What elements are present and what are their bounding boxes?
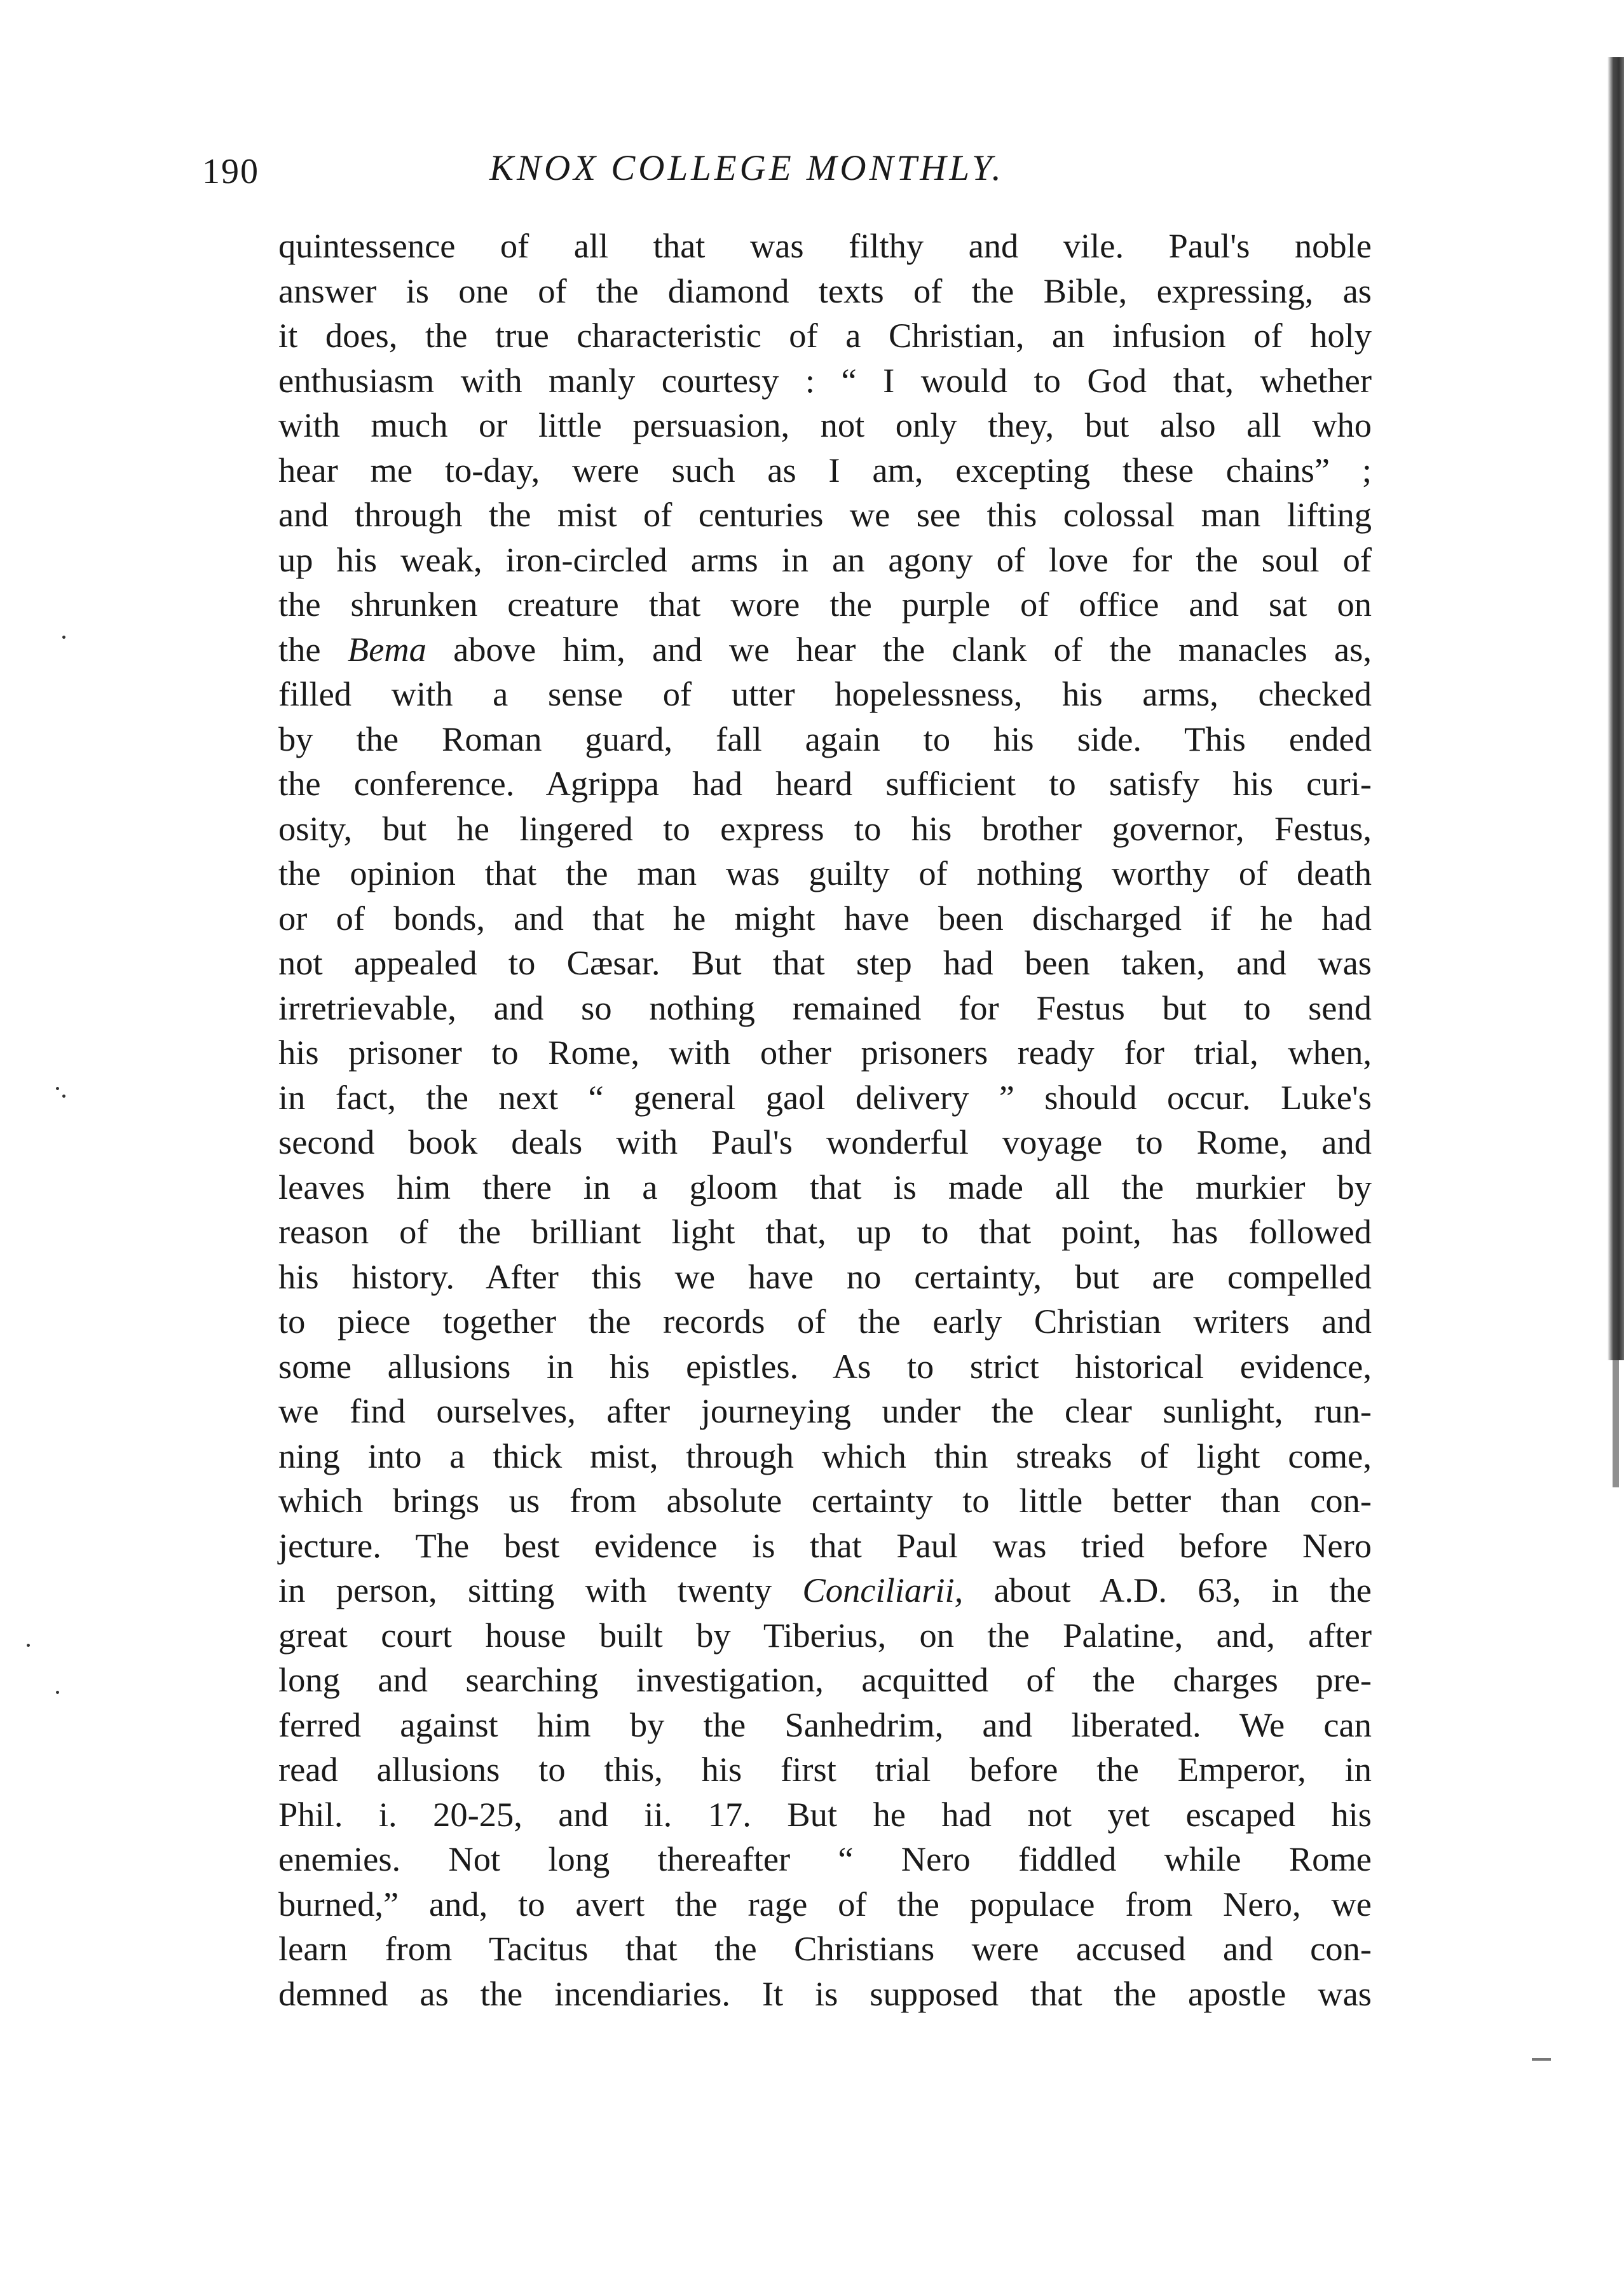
text-run: above him, and we hear the clank of the manacles as, (426, 629, 1372, 669)
text-line: irretrievable, and so nothing remained for Festus but to send (278, 988, 1372, 1027)
text-line: osity, but he lingered to express to his brother governor, Festus, (278, 809, 1372, 848)
text-line: great court house built by Tiberius, on the Palatine, and, after (278, 1615, 1372, 1655)
scan-edge-shadow (1607, 57, 1624, 1360)
text-line: enemies. Not long thereafter “ Nero fiddled while Rome (278, 1840, 1372, 1878)
scan-speck (62, 636, 65, 639)
text-line: enthusiasm with manly courtesy : “ I would to God that, whether (278, 360, 1372, 400)
text-line: it does, the true characteristic of a Christian, an infusion of holy (278, 316, 1372, 355)
text-line: the conference. Agrippa had heard sufficient to satisfy his curi- (278, 764, 1372, 803)
text-line: hear me to-day, were such as I am, excepting these chains” ; (278, 450, 1372, 489)
italic-term: Bema (347, 629, 426, 669)
text-line: Phil. i. 20-25, and ii. 17. But he had not yet escaped his (278, 1794, 1372, 1834)
body-text (278, 224, 1372, 2016)
text-run: in person, sitting with twenty (278, 1571, 803, 1609)
scan-speck (56, 1087, 59, 1090)
text-line: or of bonds, and that he might have been discharged if he had (278, 898, 1372, 938)
text-line: in fact, the next “ general gaol delivery ” should occur. Luke's (278, 1077, 1372, 1117)
text-line: answer is one of the diamond texts of the Bible, expressing, as (278, 271, 1372, 310)
text-line: filled with a sense of utter hopelessness, his arms, checked (278, 674, 1372, 713)
text-line: his history. After this we have no certainty, but are compelled (278, 1257, 1372, 1296)
text-line: demned as the incendiaries. It is supposed that the apostle was (278, 1974, 1372, 2013)
text-line: quintessence of all that was filthy and vile. Paul's noble (278, 226, 1372, 265)
text-line (278, 627, 1372, 672)
text-line: burned,” and, to avert the rage of the populace from Nero, we (278, 1884, 1372, 1923)
text-line: leaves him there in a gloom that is made all the murkier by (278, 1167, 1372, 1206)
scan-speck (62, 1095, 65, 1098)
text-line: reason of the brilliant light that, up to that point, has followed (278, 1212, 1372, 1251)
text-run: the (278, 629, 348, 669)
text-line: ferred against him by the Sanhedrim, and liberated. We can (278, 1705, 1372, 1744)
text-line: some allusions in his epistles. As to strict historical evidence, (278, 1346, 1372, 1386)
text-line: and through the mist of centuries we see this colossal man lifting (278, 495, 1372, 534)
scan-speck (56, 1691, 59, 1694)
scan-speck (27, 1644, 30, 1647)
page-number: 190 (202, 152, 259, 191)
text-line: the shrunken creature that wore the purple of office and sat on (278, 585, 1372, 624)
text-line: the opinion that the man was guilty of nothing worthy of death (278, 854, 1372, 892)
text-line: his prisoner to Rome, with other prisoners ready for trial, when, (278, 1033, 1372, 1072)
text-line: up his weak, iron-circled arms in an agony of love for the soul of (278, 540, 1372, 579)
text-line (278, 1568, 1372, 1613)
text-line: which brings us from absolute certainty to little better than con- (278, 1481, 1372, 1520)
scan-mark (1532, 2058, 1551, 2061)
italic-term: Conciliarii, (802, 1571, 964, 1609)
scan-edge-shadow-lower (1613, 1360, 1619, 1487)
text-line: we find ourselves, after journeying under the clear sunlight, run- (278, 1391, 1372, 1430)
text-line: read allusions to this, his first trial before the Emperor, in (278, 1750, 1372, 1789)
text-line: jecture. The best evidence is that Paul was tried before Nero (278, 1526, 1372, 1565)
text-run: about A.D. 63, in the (963, 1571, 1372, 1609)
text-line: not appealed to Cæsar. But that step had been taken, and was (278, 943, 1372, 982)
text-line: second book deals with Paul's wonderful voyage to Rome, and (278, 1123, 1372, 1161)
text-line: with much or little persuasion, not only they, but also all who (278, 406, 1372, 444)
running-title: KNOX COLLEGE MONTHLY. (489, 148, 1004, 188)
text-line: long and searching investigation, acquitted of the charges pre- (278, 1660, 1372, 1699)
text-line: learn from Tacitus that the Christians were accused and con- (278, 1929, 1372, 1968)
text-line: ning into a thick mist, through which thin streaks of light come, (278, 1436, 1372, 1475)
text-line: to piece together the records of the early Christian writers and (278, 1302, 1372, 1341)
text-line: by the Roman guard, fall again to his side. This ended (278, 719, 1372, 758)
